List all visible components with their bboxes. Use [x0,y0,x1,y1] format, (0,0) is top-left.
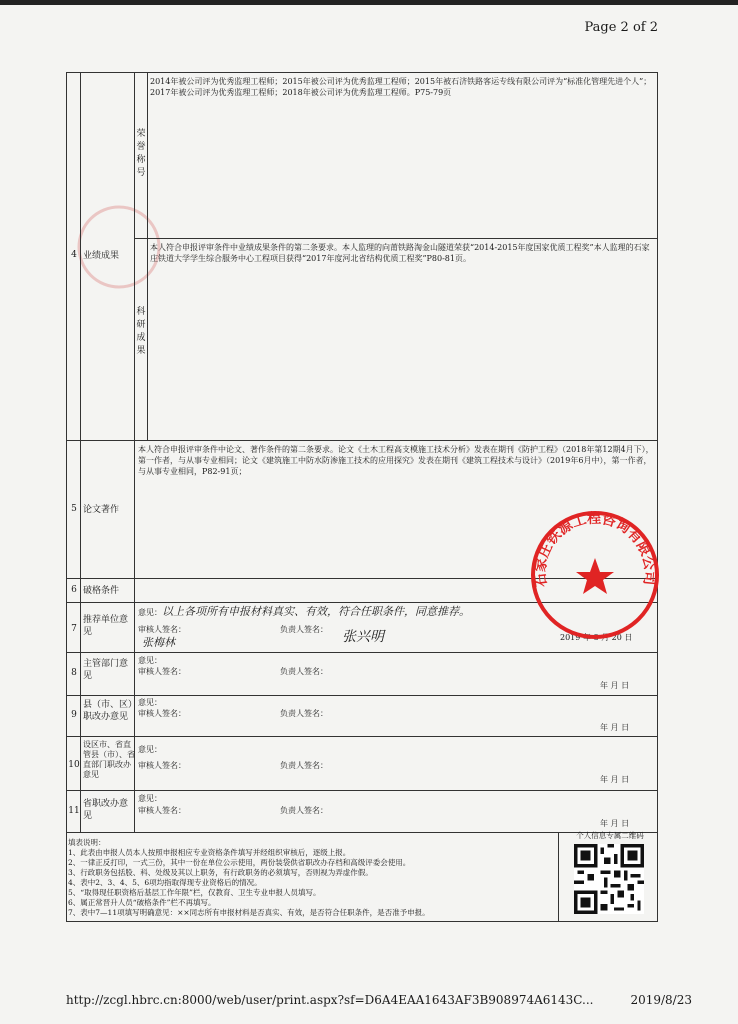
row-divider [66,652,658,653]
footer-url: http://zcgl.hbrc.cn:8000/web/user/print.aspx?sf=D6A4EAA1643AF3B908974A6143C... [66,993,594,1007]
qr-title: 个人信息专属二维码 [576,831,644,840]
row-number: 10 [68,760,80,770]
note-item: 1、此表由申报人员本人按照申报相应专业资格条件填写并经组织审核后，逐级上报。 [68,848,351,857]
note-item: 2、一律正反打印，一式三份，其中一份在单位公示使用，两份装袋供省职改办存档和高级评委会使用。 [68,858,411,867]
head-signature: 张兴明 [342,629,384,645]
head-signature-label: 负责人签名： [280,709,328,718]
reviewer-signature-label: 审核人签名： [138,806,186,815]
footer-date: 2019/8/23 [630,993,692,1007]
opinion-label: 意见： [138,745,162,754]
page-number: Page 2 of 2 [584,20,658,35]
note-item: 4、表中2、3、4、5、6项均指取得现专业资格后的情况。 [68,878,262,887]
opinion-label: 意见： [138,794,162,803]
top-border [0,0,738,5]
row-label-city: 设区市、省直管县（市）、省直部门职改办意见 [83,740,135,779]
reviewer-signature-label: 审核人签名： [138,667,186,676]
row-label-recommend-unit: 推荐单位意见 [83,615,129,637]
research-label: 科研成果 [136,307,146,356]
row-number: 11 [68,806,80,816]
row-divider [66,695,658,696]
reviewer-signature-label: 审核人签名： [138,761,186,770]
date-line: 年 月 日 [600,819,630,828]
date-line: 2019 年 8 月 20 日 [560,633,633,642]
notes-title: 填表说明： [68,838,106,847]
row-number: 7 [71,624,77,634]
row-label-authority: 主管部门意见 [83,659,129,681]
research-text: 本人符合申报评审条件中业绩成果条件的第二条要求。本人监理的向莆铁路淘金山隧道荣获“2014-2015年度国家优质工程奖”本人监理的石家庄铁道大学学生综合服务中心工程项目获得“2017年度河北省结构优质工程奖”P80-81页。 [150,243,650,263]
column-divider [80,72,81,832]
reviewer-signature: 张梅林 [142,636,175,649]
row-divider [66,790,658,791]
opinion-label: 意见： [138,608,162,617]
seal-text: 石家庄铁源工程咨询有限公司 [532,510,658,588]
row-divider [66,440,658,441]
row-divider [66,736,658,737]
row-label-performance: 业绩成果 [83,251,120,261]
row-number: 6 [71,585,77,595]
note-item: 5、“取得现任职资格后基层工作年限”栏，仅教育、卫生专业申报人员填写。 [68,888,321,897]
company-seal-stamp [528,508,662,642]
date-line: 年 月 日 [600,775,630,784]
head-signature-label: 负责人签名： [280,625,328,634]
note-item: 6、属正常晋升人员“破格条件”栏不再填写。 [68,898,216,907]
head-signature-label: 负责人签名： [280,806,328,815]
papers-text: 本人符合申报评审条件中论文、著作条件的第二条要求。论文《土木工程高支模施工技术分析》发表在期刊《防护工程》（2018年第12期4月下），第一作者，与从事专业相同；论文《建筑施工中防水防渗施工技术的应用探究》发表在期刊《建筑工程技术与设计》（2019年6月中），第一作者，与从事专业相同，P82-91页； [138,445,654,476]
row-number: 4 [71,250,77,260]
row-label-county: 县（市、区）职改办意见 [83,700,133,722]
row-label-exception: 破格条件 [83,586,120,596]
row-number: 5 [71,504,77,514]
date-line: 年 月 日 [600,681,630,690]
column-divider [147,72,148,440]
row-number: 8 [71,668,77,678]
row-label-papers: 论文著作 [83,505,120,515]
filling-instructions [68,838,558,918]
row-label-province: 省职改办意见 [83,799,129,821]
note-item: 3、行政职务包括股、科、处级及其以上职务，有行政职务的必须填写，否则视为弄虚作假。 [68,868,373,877]
handwritten-opinion: 以上各项所有申报材料真实、有效，符合任职条件，同意推荐。 [162,605,470,618]
honors-text: 2014年被公司评为优秀监理工程师；2015年被公司评为优秀监理工程师；2015年被石济铁路客运专线有限公司评为“标准化管理先进个人”；2017年被公司评为优秀监理工程师；2018年被公司评为优秀监理工程师。P75-79页 [150,77,652,97]
head-signature-label: 负责人签名： [280,761,328,770]
reviewer-signature-label: 审核人签名： [138,625,186,634]
note-item: 7、表中7—11项填写明确意见：××同志所有申报材料是否真实、有效，是否符合任职条件，是否准予申报。 [68,908,430,917]
reviewer-signature-label: 审核人签名： [138,709,186,718]
honors-label: 荣誉称号 [136,129,146,178]
opinion-label: 意见： [138,656,162,665]
row-number: 9 [71,710,77,720]
head-signature-label: 负责人签名： [280,667,328,676]
date-line: 年 月 日 [600,723,630,732]
opinion-label: 意见： [138,698,162,707]
subrow-divider [134,238,658,239]
column-divider [558,832,559,922]
qr-code-icon [574,844,644,914]
